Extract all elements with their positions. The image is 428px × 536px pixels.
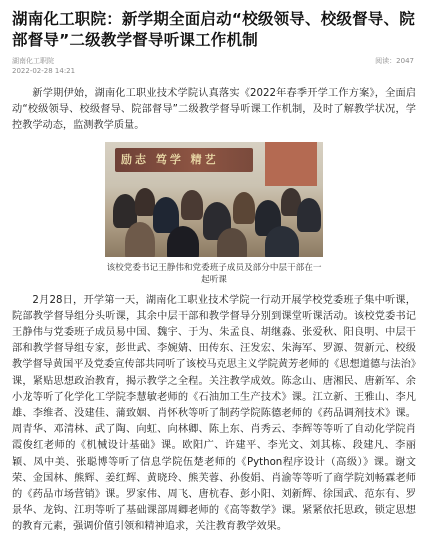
view-count: 阅读：2047 (375, 57, 414, 65)
person-silhouette (125, 222, 155, 257)
person-silhouette (167, 226, 199, 257)
person-silhouette (217, 228, 247, 257)
person-silhouette (265, 226, 299, 257)
article-source[interactable]: 湖南化工职院 (12, 57, 54, 65)
body-paragraph: 2月28日，开学第一天，湖南化工职业技术学院一行动开展学校党委班子集中听课，院部教学督导组分头听课，其余中层干部和教学督导分别到课堂听课活动。该校党委书记王静伟与党委班子成员易中国、魏宇、于为、朱孟良、胡继淼、张爱秋、阳良明、中层干部和教学督导组专家，彭世武、李婉婧、田传东、汪发宏、朱海军、罗源、贺新元、校级教学督导黄国平及党委宣传部共同听了该校马克思主义学院黄芳老师的《思想道德与法治》课，紧贴思想政治教育，揭示教学之全程。关注教学成效。陈念山、唐湘民、唐新军、余小龙等听了化学化工学院李慧敏老师的《石油加工生产技术》课。江立新、王雅山、李凡雄、李维者、没建佳、蒲致姻、肖怀秋等听了制药学院陈德老师的《药品调剂技术》课。周青华、邓清林、武了陶、向虹、向林卿、陈上东、肖秀云、李辉等等听了自动化学院肖霞俊红老师的《机械设计基础》课。欧阳广、许建平、李光文、刘其栋、段建凡、李丽颖、凤中美、张聪博等听了信息学院伍楚老师的《Python程序设计（高级）》课。谢文荣、金国林、熊辉、姜红辉、黄晓玲、熊芙蓉、孙俊娟、肖渝等等听了商学院刘畅霖老师的《药品市场营销》课。罗家伟、周飞、唐杭春、彭小阳、刘新辉、徐国武、范东有、罗景华、龙钩、江玥等听了基础课部周卿老师的《高等数学》课。紧紧依托思政，锁定思想的教育元素，强调价值引领和精神追求，关注教育教学效果。 (12, 294, 416, 533)
classroom-photo (105, 142, 323, 257)
article-date: 2022-02-28 14:21 (12, 67, 76, 75)
person-silhouette (135, 188, 155, 216)
banner-text: 励志 笃学 精艺 (121, 152, 219, 166)
person-silhouette (233, 192, 255, 224)
photo-caption: 该校党委书记王静伟和党委班子成员及部分中层干部在一起听课 (106, 262, 322, 285)
lead-paragraph: 新学期伊始，湖南化工职业技术学院认真落实《2022年春季开学工作方案》，全面启动“校级领导、校级督导、院部督导”二级教学督导听课工作机制，及时了解教学状况，学控教学动态，监测教学质量。 (12, 88, 416, 132)
article-figure (105, 142, 323, 286)
person-silhouette (181, 190, 203, 220)
person-silhouette (297, 198, 321, 232)
wall-panel (265, 142, 317, 186)
article-title: 湖南化工职院：新学期全面启动“校级领导、校级督导、院部督导”二级教学督导听课工作机制 (12, 10, 415, 49)
article-meta (12, 56, 416, 78)
